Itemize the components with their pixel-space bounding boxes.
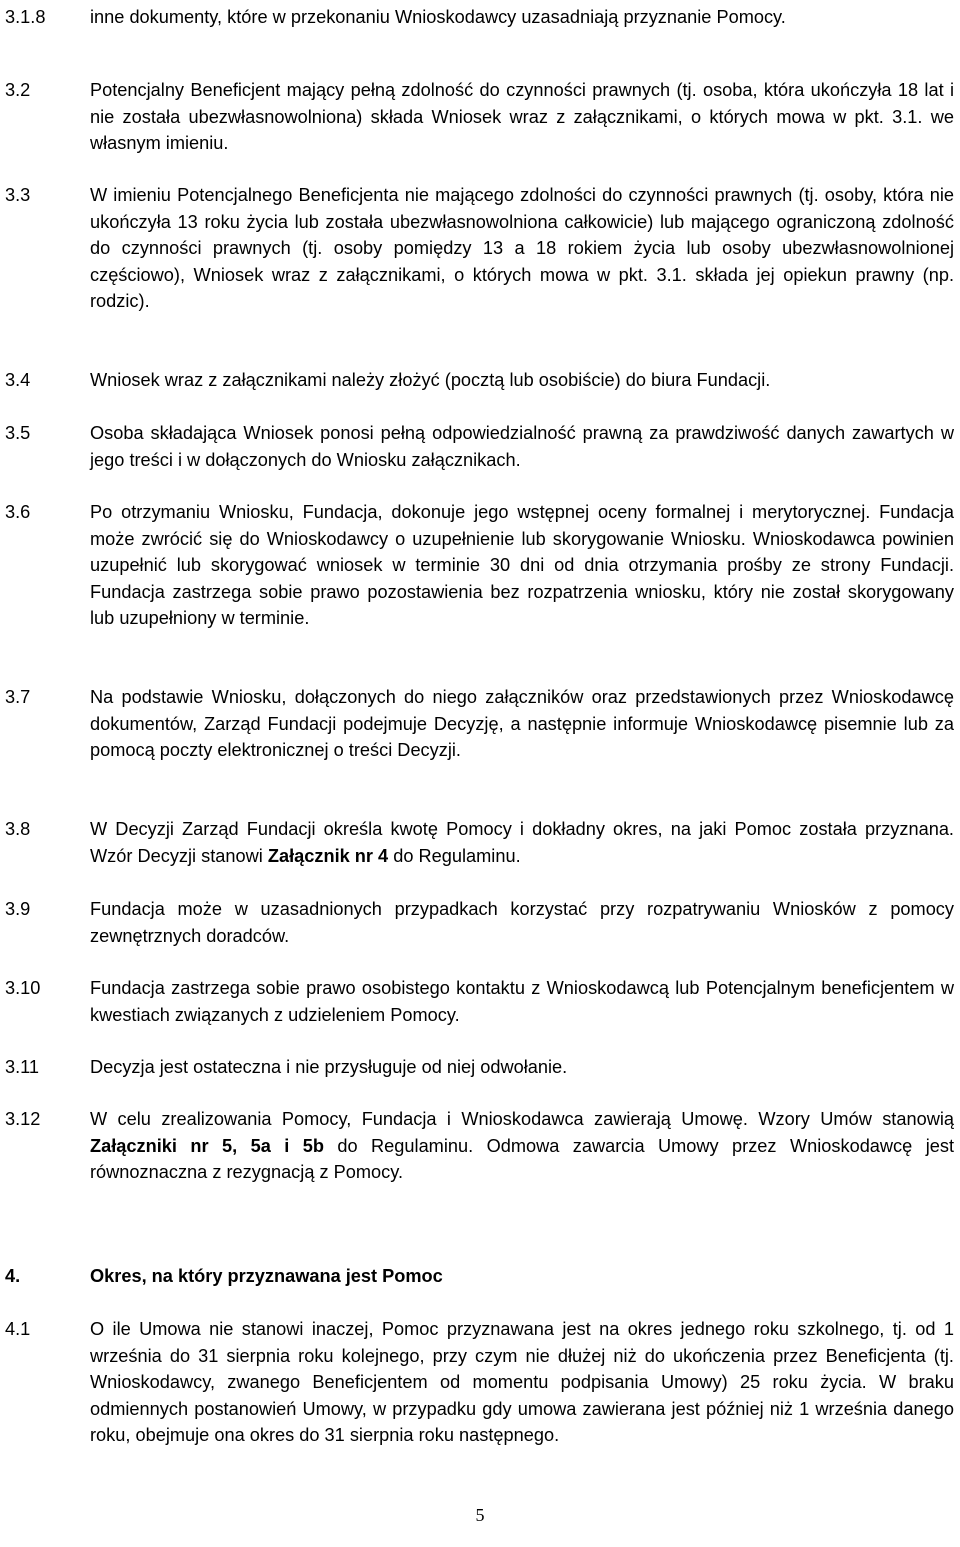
section-number: 3.4 bbox=[5, 370, 31, 390]
section-number: 3.2 bbox=[5, 80, 31, 100]
section-number: 4.1 bbox=[5, 1319, 31, 1339]
section-3-8-text bbox=[90, 816, 954, 869]
section-number: 3.6 bbox=[5, 502, 31, 522]
section-3-12-text-b: do Regulaminu. Odmowa zawarcia Umowy przez Wnioskodawcę jest równoznaczna z rezygnacją z Pomocy. bbox=[90, 1135, 954, 1183]
section-number: 3.9 bbox=[5, 899, 31, 919]
section-3-6-text: Po otrzymaniu Wniosku, Fundacja, dokonuje jego wstępnej oceny formalnej i merytorycznej. Fundacja może zwrócić się do Wnioskodawcy o uzupełnienie lub skorygowanie Wniosku. Wnioskodawca powinien uzupełnić lub skorygować wniosek w terminie 30 dni od dnia otrzymania prośby ze strony Fundacji. Fundacja zastrzega sobie prawo pozostawienia bez rozpatrzenia wniosku, który nie został skorygowany lub uzupełniony w terminie. bbox=[90, 502, 954, 629]
section-3-7-text: Na podstawie Wniosku, dołączonych do niego załączników oraz przedstawionych przez Wnioskodawcę dokumentów, Zarząd Fundacji podejmuje Decyzję, a następnie informuje Wnioskodawcę pisemnie lub za pomocą poczty elektronicznej o treści Decyzji. bbox=[90, 687, 954, 761]
section-3-3-text: W imieniu Potencjalnego Beneficjenta nie mającego zdolności do czynności prawnych (tj. osoby, która nie ukończyła 13 roku życia lub została ubezwłasnowolniona całkowicie) lub mającego ograniczoną zdolność do czynności prawnych (tj. osoby pomiędzy 13 a 18 rokiem życia lub osoby ubezwłasnowolnionej częściowo), Wniosek wraz z załącznikami, o których mowa w pkt. 3.1. składa jej opiekun prawny (np. rodzic). bbox=[90, 185, 954, 312]
section-3-12-text-a: W celu zrealizowania Pomocy, Fundacja i Wnioskodawca zawierają Umowę. Wzory Umów stanowią bbox=[90, 1109, 954, 1129]
section-3-8-text-b: do Regulaminu. bbox=[388, 845, 521, 866]
attachments-5-reference: Załączniki nr 5, 5a i 5b bbox=[90, 1135, 324, 1156]
section-number: 3.3 bbox=[5, 185, 31, 205]
page-number: 5 bbox=[475, 1505, 485, 1525]
attachment-4-reference: Załącznik nr 4 bbox=[267, 845, 389, 866]
section-number: 3.11 bbox=[5, 1057, 40, 1077]
section-3-1-8-text: inne dokumenty, które w przekonaniu Wnioskodawcy uzasadniają przyznanie Pomocy. bbox=[90, 7, 786, 27]
section-number: 3.10 bbox=[5, 978, 41, 998]
section-number: 3.1.8 bbox=[5, 7, 46, 27]
section-3-4-text: Wniosek wraz z załącznikami należy złożyć (pocztą lub osobiście) do biura Fundacji. bbox=[90, 370, 771, 390]
section-number: 4. bbox=[5, 1266, 21, 1286]
section-3-8-text-a: W Decyzji Zarząd Fundacji określa kwotę Pomocy i dokładny okres, na jaki Pomoc została przyznana. Wzór Decyzji stanowi bbox=[90, 819, 954, 866]
section-3-5-text: Osoba składająca Wniosek ponosi pełną odpowiedzialność prawną za prawdziwość danych zawartych w jego treści i w dołączonych do Wniosku załącznikach. bbox=[90, 423, 954, 470]
section-number: 3.7 bbox=[5, 687, 31, 707]
section-3-2-text: Potencjalny Beneficjent mający pełną zdolność do czynności prawnych (tj. osoba, która ukończyła 18 lat i nie została ubezwłasnowolniona) składa Wniosek wraz z załącznikami, o których mowa w pkt. 3.1. we własnym imieniu. bbox=[90, 80, 954, 154]
section-3-12-text bbox=[90, 1106, 954, 1186]
section-3-9-text: Fundacja może w uzasadnionych przypadkach korzystać przy rozpatrywaniu Wniosków z pomocy zewnętrznych doradców. bbox=[90, 899, 954, 946]
section-4-heading: Okres, na który przyznawana jest Pomoc bbox=[90, 1266, 443, 1286]
section-4-1-text: O ile Umowa nie stanowi inaczej, Pomoc przyznawana jest na okres jednego roku szkolnego, tj. od 1 września do 31 sierpnia roku kolejnego, przy czym nie dłużej niż do ukończenia przez Beneficjenta (tj. Wnioskodawcy, zwanego Beneficjentem od momentu podpisania Umowy) 25 roku życia. W braku odmiennych postanowień Umowy, w przypadku gdy umowa zawierana jest później niż 1 września danego roku, obejmuje ona okres do 31 sierpnia roku następnego. bbox=[90, 1319, 954, 1446]
section-number: 3.12 bbox=[5, 1109, 41, 1129]
section-number: 3.5 bbox=[5, 423, 31, 443]
section-3-11-text: Decyzja jest ostateczna i nie przysługuje od niej odwołanie. bbox=[90, 1057, 568, 1077]
section-number: 3.8 bbox=[5, 819, 31, 839]
section-3-10-text: Fundacja zastrzega sobie prawo osobistego kontaktu z Wnioskodawcą lub Potencjalnym beneficjentem w kwestiach związanych z udzieleniem Pomocy. bbox=[90, 978, 954, 1025]
